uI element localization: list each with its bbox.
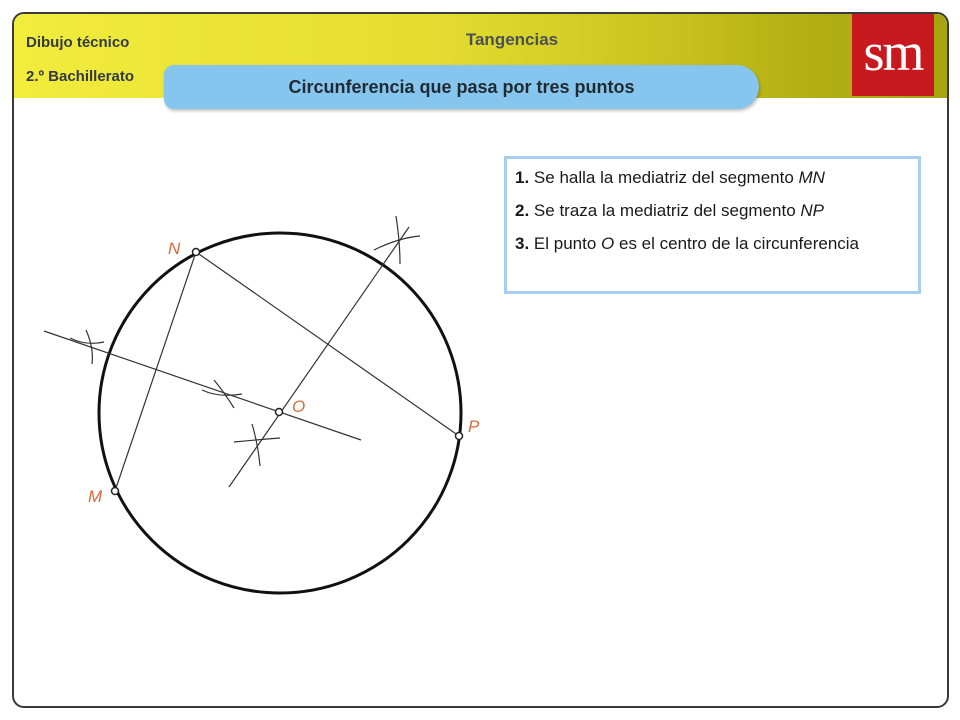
bisector-np xyxy=(229,227,409,487)
step-3-number: 3. xyxy=(515,234,530,253)
point-m xyxy=(112,488,119,495)
segment-mn xyxy=(115,252,196,491)
slide-frame xyxy=(12,12,949,708)
label-m: M xyxy=(88,487,103,506)
geometry-diagram xyxy=(14,14,949,708)
step-2-text: Se traza la mediatriz del segmento xyxy=(533,201,801,220)
step-1-number: 1. xyxy=(515,168,530,187)
step-2-emph: NP xyxy=(800,201,825,220)
step-3-tail: es el centro de la circunferencia xyxy=(614,234,860,253)
steps-box xyxy=(504,156,921,294)
step-1-emph: MN xyxy=(798,168,825,187)
label-n: N xyxy=(168,239,181,258)
subject-label: Dibujo técnico xyxy=(26,34,130,51)
point-o xyxy=(276,409,283,416)
page-title: Circunferencia que pasa por tres puntos xyxy=(288,76,635,97)
point-n xyxy=(193,249,200,256)
step-1 xyxy=(515,167,910,188)
step-2 xyxy=(515,200,910,221)
point-p xyxy=(456,433,463,440)
course-label: 2.º Bachillerato xyxy=(26,68,135,85)
label-o: O xyxy=(292,397,306,416)
label-p: P xyxy=(468,417,480,436)
step-3-emph: O xyxy=(601,234,615,253)
step-3 xyxy=(515,233,910,254)
topic-label: Tangencias xyxy=(465,30,559,49)
logo-text: sm xyxy=(863,22,923,82)
step-1-text: Se halla la mediatriz del segmento xyxy=(533,168,799,187)
step-2-number: 2. xyxy=(515,201,530,220)
step-3-text: El punto xyxy=(533,234,602,253)
